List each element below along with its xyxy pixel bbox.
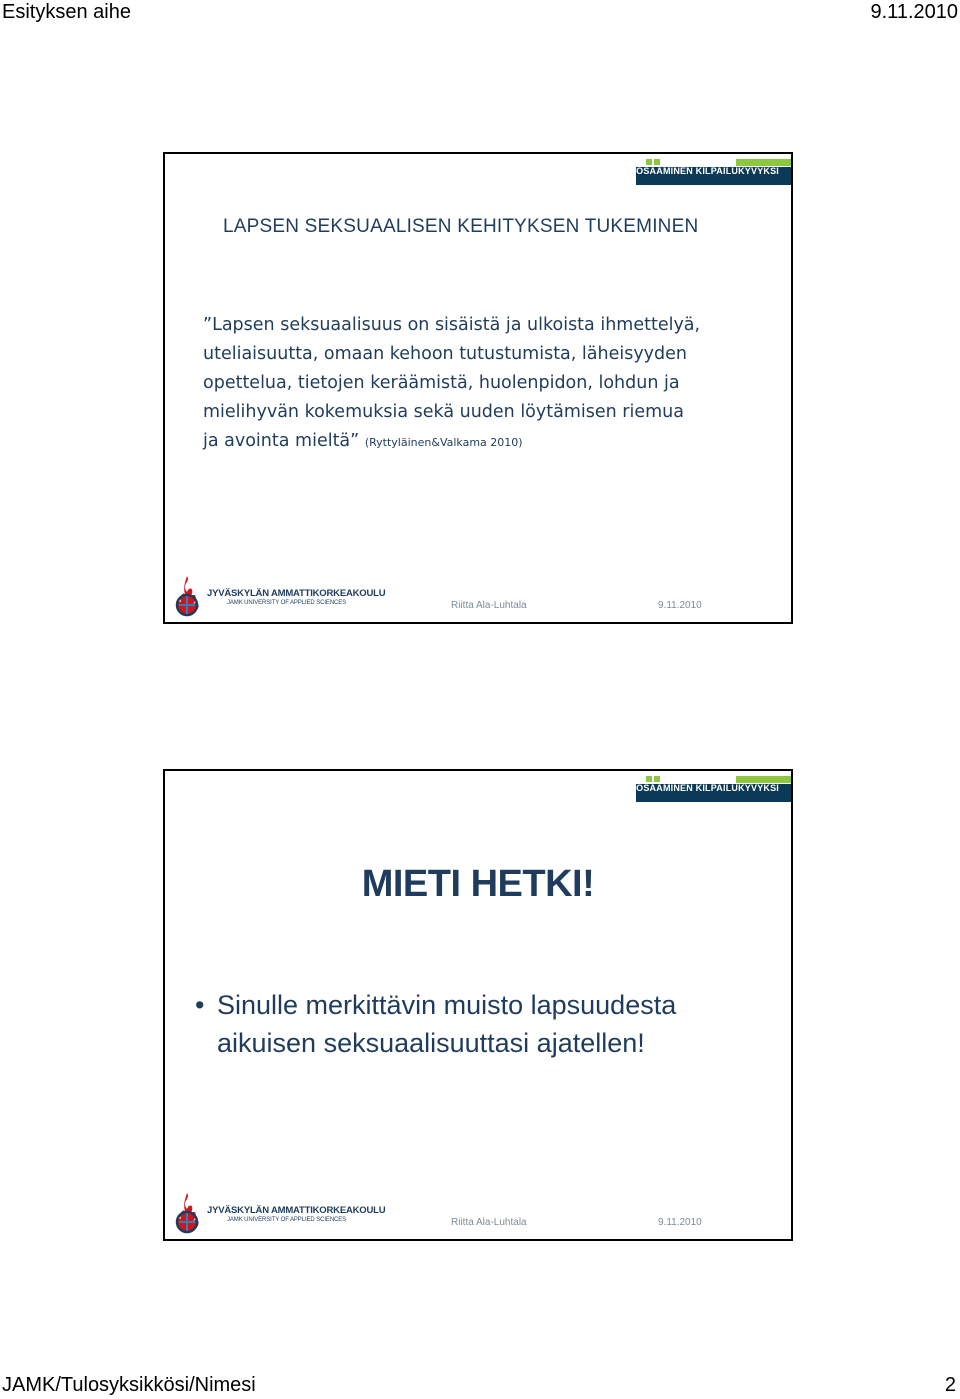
quote-line: mielihyvän kokemuksia sekä uuden löytämisen riemua: [203, 402, 684, 422]
page-header-date: 9.11.2010: [870, 1, 958, 23]
quote-line: uteliaisuutta, omaan kehoon tutustumista, läheisyyden: [203, 344, 688, 364]
slide-2: [163, 769, 793, 1241]
jamk-logo: [173, 574, 386, 618]
jamk-logo-subtitle: JAMK UNIVERSITY OF APPLIED SCIENCES: [227, 600, 347, 606]
jamk-logo-name: JYVÄSKYLÄN AMMATTIKORKEAKOULU: [207, 588, 386, 599]
jamk-logo: [173, 1191, 386, 1235]
quote-close-mark: ”: [350, 431, 360, 451]
jamk-flame-icon: [173, 1191, 203, 1235]
bullet-text-line-1: Sinulle merkittävin muisto lapsuudesta: [217, 990, 677, 1020]
jamk-logo-name: JYVÄSKYLÄN AMMATTIKORKEAKOULU: [207, 1205, 386, 1216]
slide-footer-author: Riitta Ala-Luhtala: [451, 600, 527, 611]
bullet-item: [195, 986, 775, 1062]
page-number: 2: [944, 1374, 956, 1396]
brand-banner-text: OSAAMINEN KILPAILUKYVYKSI: [636, 166, 779, 176]
page-footer-path: JAMK/Tulosyksikkösi/Nimesi: [2, 1374, 256, 1396]
quote-open-mark: ”: [203, 315, 213, 335]
slide-1: [163, 152, 793, 624]
quote-line: opettelua, tietojen keräämistä, huolenpidon, lohdun ja: [203, 373, 680, 393]
brand-banner-text: OSAAMINEN KILPAILUKYVYKSI: [636, 783, 779, 793]
citation: (Ryttyläinen&Valkama 2010): [364, 436, 523, 449]
slide-quote: [203, 311, 763, 457]
page-header-title: Esityksen aihe: [2, 1, 131, 23]
bullet-icon: •: [195, 990, 205, 1020]
bullet-text-line-2: aikuisen seksuaalisuuttasi ajatellen!: [217, 1028, 645, 1058]
jamk-logo-subtitle: JAMK UNIVERSITY OF APPLIED SCIENCES: [227, 1217, 347, 1223]
quote-line: ”Lapsen seksuaalisuus on sisäistä ja ulkoista ihmettelyä,: [203, 315, 701, 335]
jamk-flame-icon: [173, 574, 203, 618]
slide-footer-author: Riitta Ala-Luhtala: [451, 1217, 527, 1228]
slide-footer-date: 9.11.2010: [658, 600, 702, 611]
slide-title: LAPSEN SEKSUAALISEN KEHITYKSEN TUKEMINEN: [223, 216, 699, 237]
quote-line: ja avointa mieltä” (Ryttyläinen&Valkama 2010): [203, 431, 523, 451]
slide-footer-date: 9.11.2010: [658, 1217, 702, 1228]
slide-title: MIETI HETKI!: [361, 863, 595, 905]
